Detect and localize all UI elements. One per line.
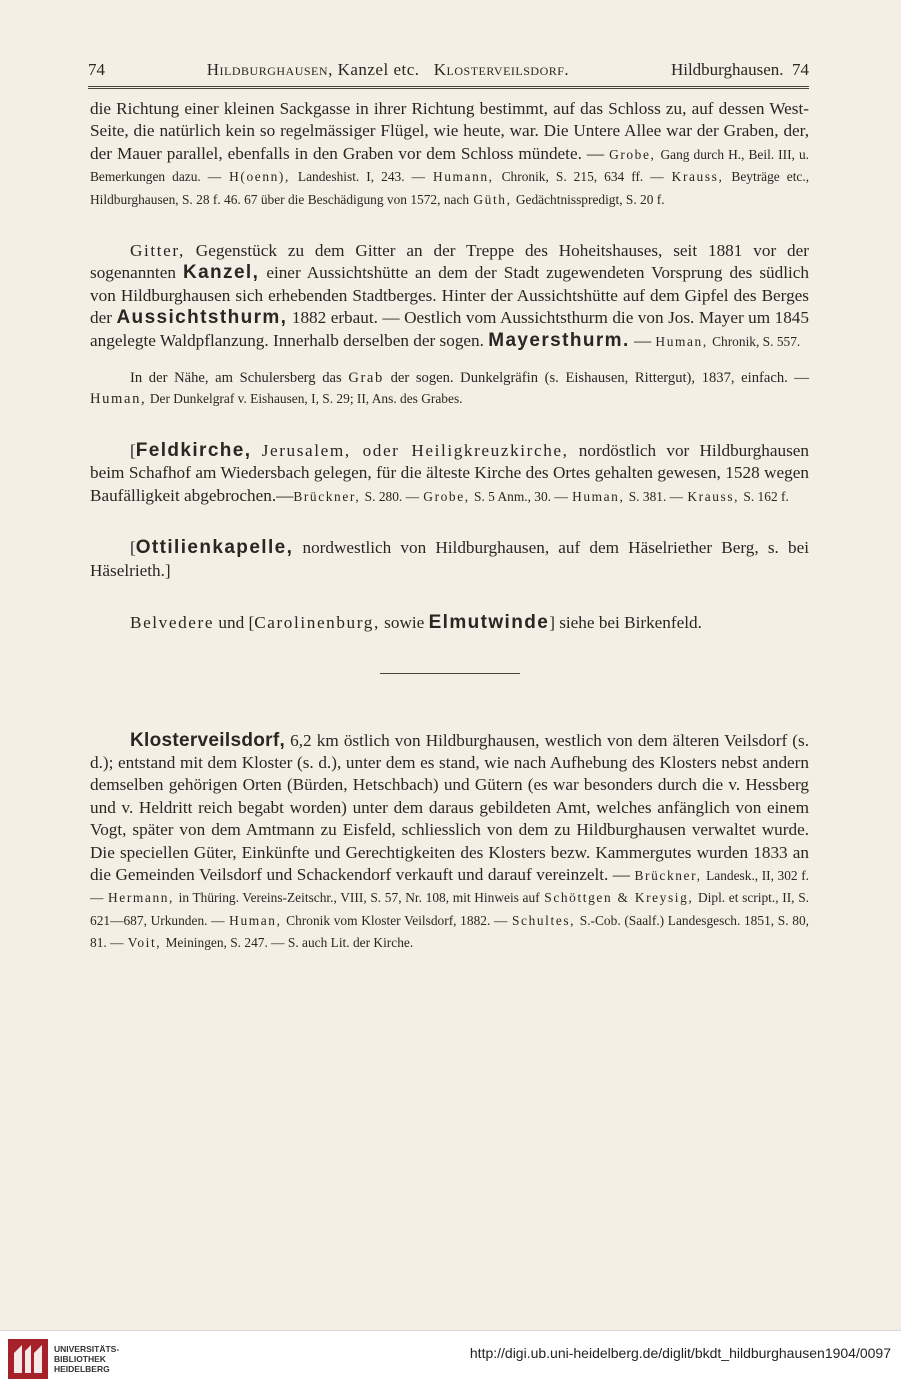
paragraph-schloss-continuation: die Richtung einer kleinen Sackgasse in ihrer Richtung bestimmt, auf das Schloss zu, auf dessen West-Seite, die natürlich kein so regelmässiger Flügel, wie heute, war. Die Untere Allee war der Graben, der, der Mauer parallel, ebenfalls in den Graben vor dem Schloss mündete. — Grobe, Gang durch H., Beil. III, u. Bemerkungen dazu. — H(oenn), Landeshist. I, 243. — Humann, Chronik, S. 215, 634 ff. — Krauss, Beyträge etc., Hildburghausen, S. 28 f. 46. 67 über die Beschädigung von 1572, nach Güth, Gedächtnisspredigt, S. 20 f. — [90, 99, 810, 207]
header-title: Hildburghausen, Kanzel etc. Klosterveilsdorf. — [206, 60, 570, 79]
viewer-footer — [0, 1330, 901, 1388]
paragraph-klosterveilsdorf: Klosterveilsdorf, 6,2 km östlich von Hildburghausen, westlich von dem älteren Veilsdorf (s. d.); entstand mit dem Kloster (s. d.), unter dem es stand, wie nach Aufhebung des Klosters nebst andern demselben gehörigen Orten (Bürden, Hetschbach) und Gütern (es war besonders durch die v. Hessberg und v. Heldritt reich begabt worden) unter dem daraus gebildeten Amt, welches anfänglich von einem Vogt, später von dem Amtmann zu Eisfeld, schliesslich von dem zu Hildburghausen verwaltet wurde. Die speciellen Güter, Einkünfte und Gerechtigkeiten des Klosters bezw. Kammergutes wurden 1833 an die Gemeinden Veilsdorf und Schackendorf verkauft und darauf vereinzelt. — Brückner, Landesk., II, 302 f. — Hermann, in Thüring. Vereins-Zeitschr., VIII, S. 57, Nr. 108, mit Hinweis auf Schöttgen & Kreysig, Dipl. et script., II, S. 621—687, Urkunden. — Human, Chronik vom Kloster Veilsdorf, 1882. — Schultes, S.-Cob. (Saalf.) Landesgesch. 1851, S. 80, 81. — Voit, Meiningen, S. 247. — S. auch Lit. der Kirche. — [90, 729, 809, 951]
page-number-left: 74 — [88, 60, 105, 79]
paragraph-ottilienkapelle: [Ottilienkapelle, nordwestlich von Hildburghausen, auf dem Häselriether Berg, s. bei Häselrieth.] — [90, 537, 809, 580]
permalink-url[interactable]: http://digi.ub.uni-heidelberg.de/diglit/bkdt_hildburghausen1904/0097 — [469, 1345, 891, 1361]
paragraph-gitter-kanzel: Gitter, Gegenstück zu dem Gitter an der Treppe des Hoheitshauses, seit 1881 vor der sogenannten Kanzel, einer Aussichtshütte an dem der Stadt zugewendeten Vorsprung des südlich von Hildburghausen sich erhebenden Stadtberges. Hinter der Aussichtshütte auf dem Gipfel des Berges der Aussichtsthurm, 1882 erbaut. — Oestlich vom Aussichtsthurm die von Jos. Mayer um 1845 angelegte Waldpflanzung. Innerhalb derselben der sogen. Mayersthurm. — Human, Chronik, S. 557. — [90, 241, 810, 351]
library-logo[interactable] — [8, 1339, 119, 1379]
paragraph-belvedere: Belvedere und [Carolinenburg, sowie Elmutwinde] siehe bei Birkenfeld. — [130, 612, 702, 634]
main-text — [90, 98, 809, 954]
library-emblem-icon — [8, 1339, 48, 1379]
paragraph-grab: In der Nähe, am Schulersberg das Grab der sogen. Dunkelgräfin (s. Eishausen, Rittergut), 1837, einfach. — Human, Der Dunkelgraf v. Eishausen, I, S. 29; II, Ans. des Grabes. — [90, 370, 810, 408]
section-divider — [380, 673, 520, 674]
running-header — [88, 60, 809, 89]
paragraph-feldkirche: [Feldkirche, Jerusalem, oder Heiligkreuzkirche, nordöstlich vor Hildburghausen beim Schafhof am Wiedersbach gelegen, für die älteste Kirche des Ortes gehalten gewesen, 1528 wegen Baufälligkeit abgebrochen.—Brückner, S. 280. — Grobe, S. 5 Anm., 30. — Human, S. 381. — Krauss, S. 162 f. — [90, 440, 809, 505]
header-right: Hildburghausen. 74 — [670, 60, 809, 79]
library-name: UNIVERSITÄTS- BIBLIOTHEK HEIDELBERG — [54, 1344, 120, 1374]
